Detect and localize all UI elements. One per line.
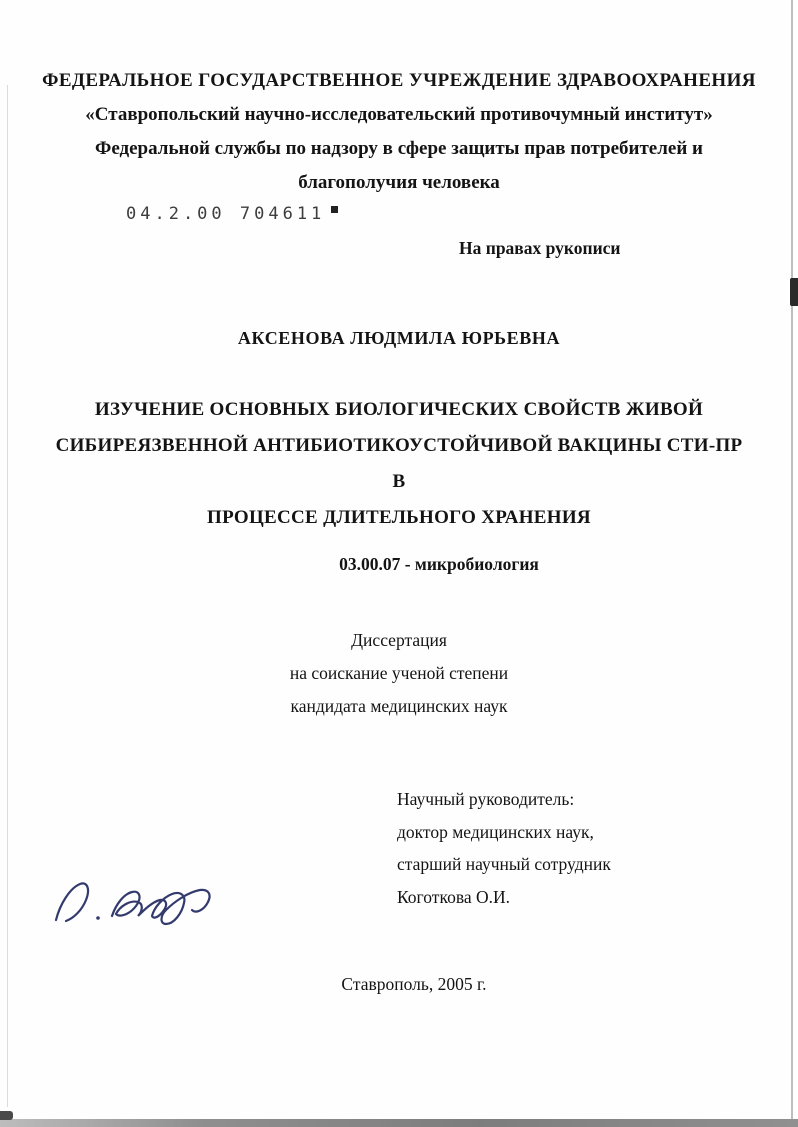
- thesis-line-2: на соискание ученой степени: [289, 663, 509, 683]
- scan-artifact-bottom-strip: [0, 1119, 798, 1127]
- advisor-position: старший научный сотрудник: [397, 854, 611, 874]
- title-line-3: ПРОЦЕССЕ ДЛИТЕЛЬНОГО ХРАНЕНИЯ: [207, 507, 591, 528]
- institution-header: [20, 64, 778, 200]
- scan-artifact-right-edge: [791, 0, 793, 1127]
- advisor-name: Коготкова О.И.: [397, 886, 511, 907]
- specialty-code: 03.00.07 - микробиология: [339, 554, 539, 574]
- catalog-stamp: [126, 204, 338, 224]
- scan-artifact-bottom-left-mark: [0, 1111, 13, 1120]
- scan-artifact-left-edge: [7, 85, 8, 1107]
- advisor-degree: доктор медицинских наук,: [397, 821, 594, 842]
- title-line-2: СИБИРЕЯЗВЕННОЙ АНТИБИОТИКОУСТОЙЧИВОЙ ВАКЦИНЫ СТИ-ПР В: [55, 435, 743, 492]
- handwritten-signature: [42, 862, 232, 947]
- thesis-line-1: Диссертация: [351, 630, 447, 650]
- stamp-square-mark: [331, 206, 338, 213]
- signature-icon: [42, 862, 232, 942]
- dissertation-title: [55, 392, 743, 536]
- manuscript-note: На правах рукописи: [459, 238, 621, 258]
- thesis-type: [0, 624, 798, 723]
- institution-line-4: благополучия человека: [298, 172, 500, 193]
- city-year: Ставрополь, 2005 г.: [341, 974, 487, 994]
- thesis-line-3: кандидата медицинских наук: [290, 696, 508, 716]
- advisor-block: [397, 783, 611, 913]
- institution-line-3: Федеральной службы по надзору в сфере защиты прав потребителей и: [95, 138, 703, 159]
- institution-line-2: «Ставропольский научно-исследовательский противочумный институт»: [85, 104, 713, 125]
- scan-artifact-right-blob: [790, 278, 798, 306]
- author-name: АКСЕНОВА ЛЮДМИЛА ЮРЬЕВНА: [237, 328, 561, 348]
- title-line-1: ИЗУЧЕНИЕ ОСНОВНЫХ БИОЛОГИЧЕСКИХ СВОЙСТВ ЖИВОЙ: [94, 399, 704, 420]
- institution-line-1: ФЕДЕРАЛЬНОЕ ГОСУДАРСТВЕННОЕ УЧРЕЖДЕНИЕ ЗДРАВООХРАНЕНИЯ: [42, 70, 756, 91]
- catalog-stamp-number: 04.2.00 704611: [126, 204, 326, 224]
- advisor-label: Научный руководитель:: [397, 789, 575, 809]
